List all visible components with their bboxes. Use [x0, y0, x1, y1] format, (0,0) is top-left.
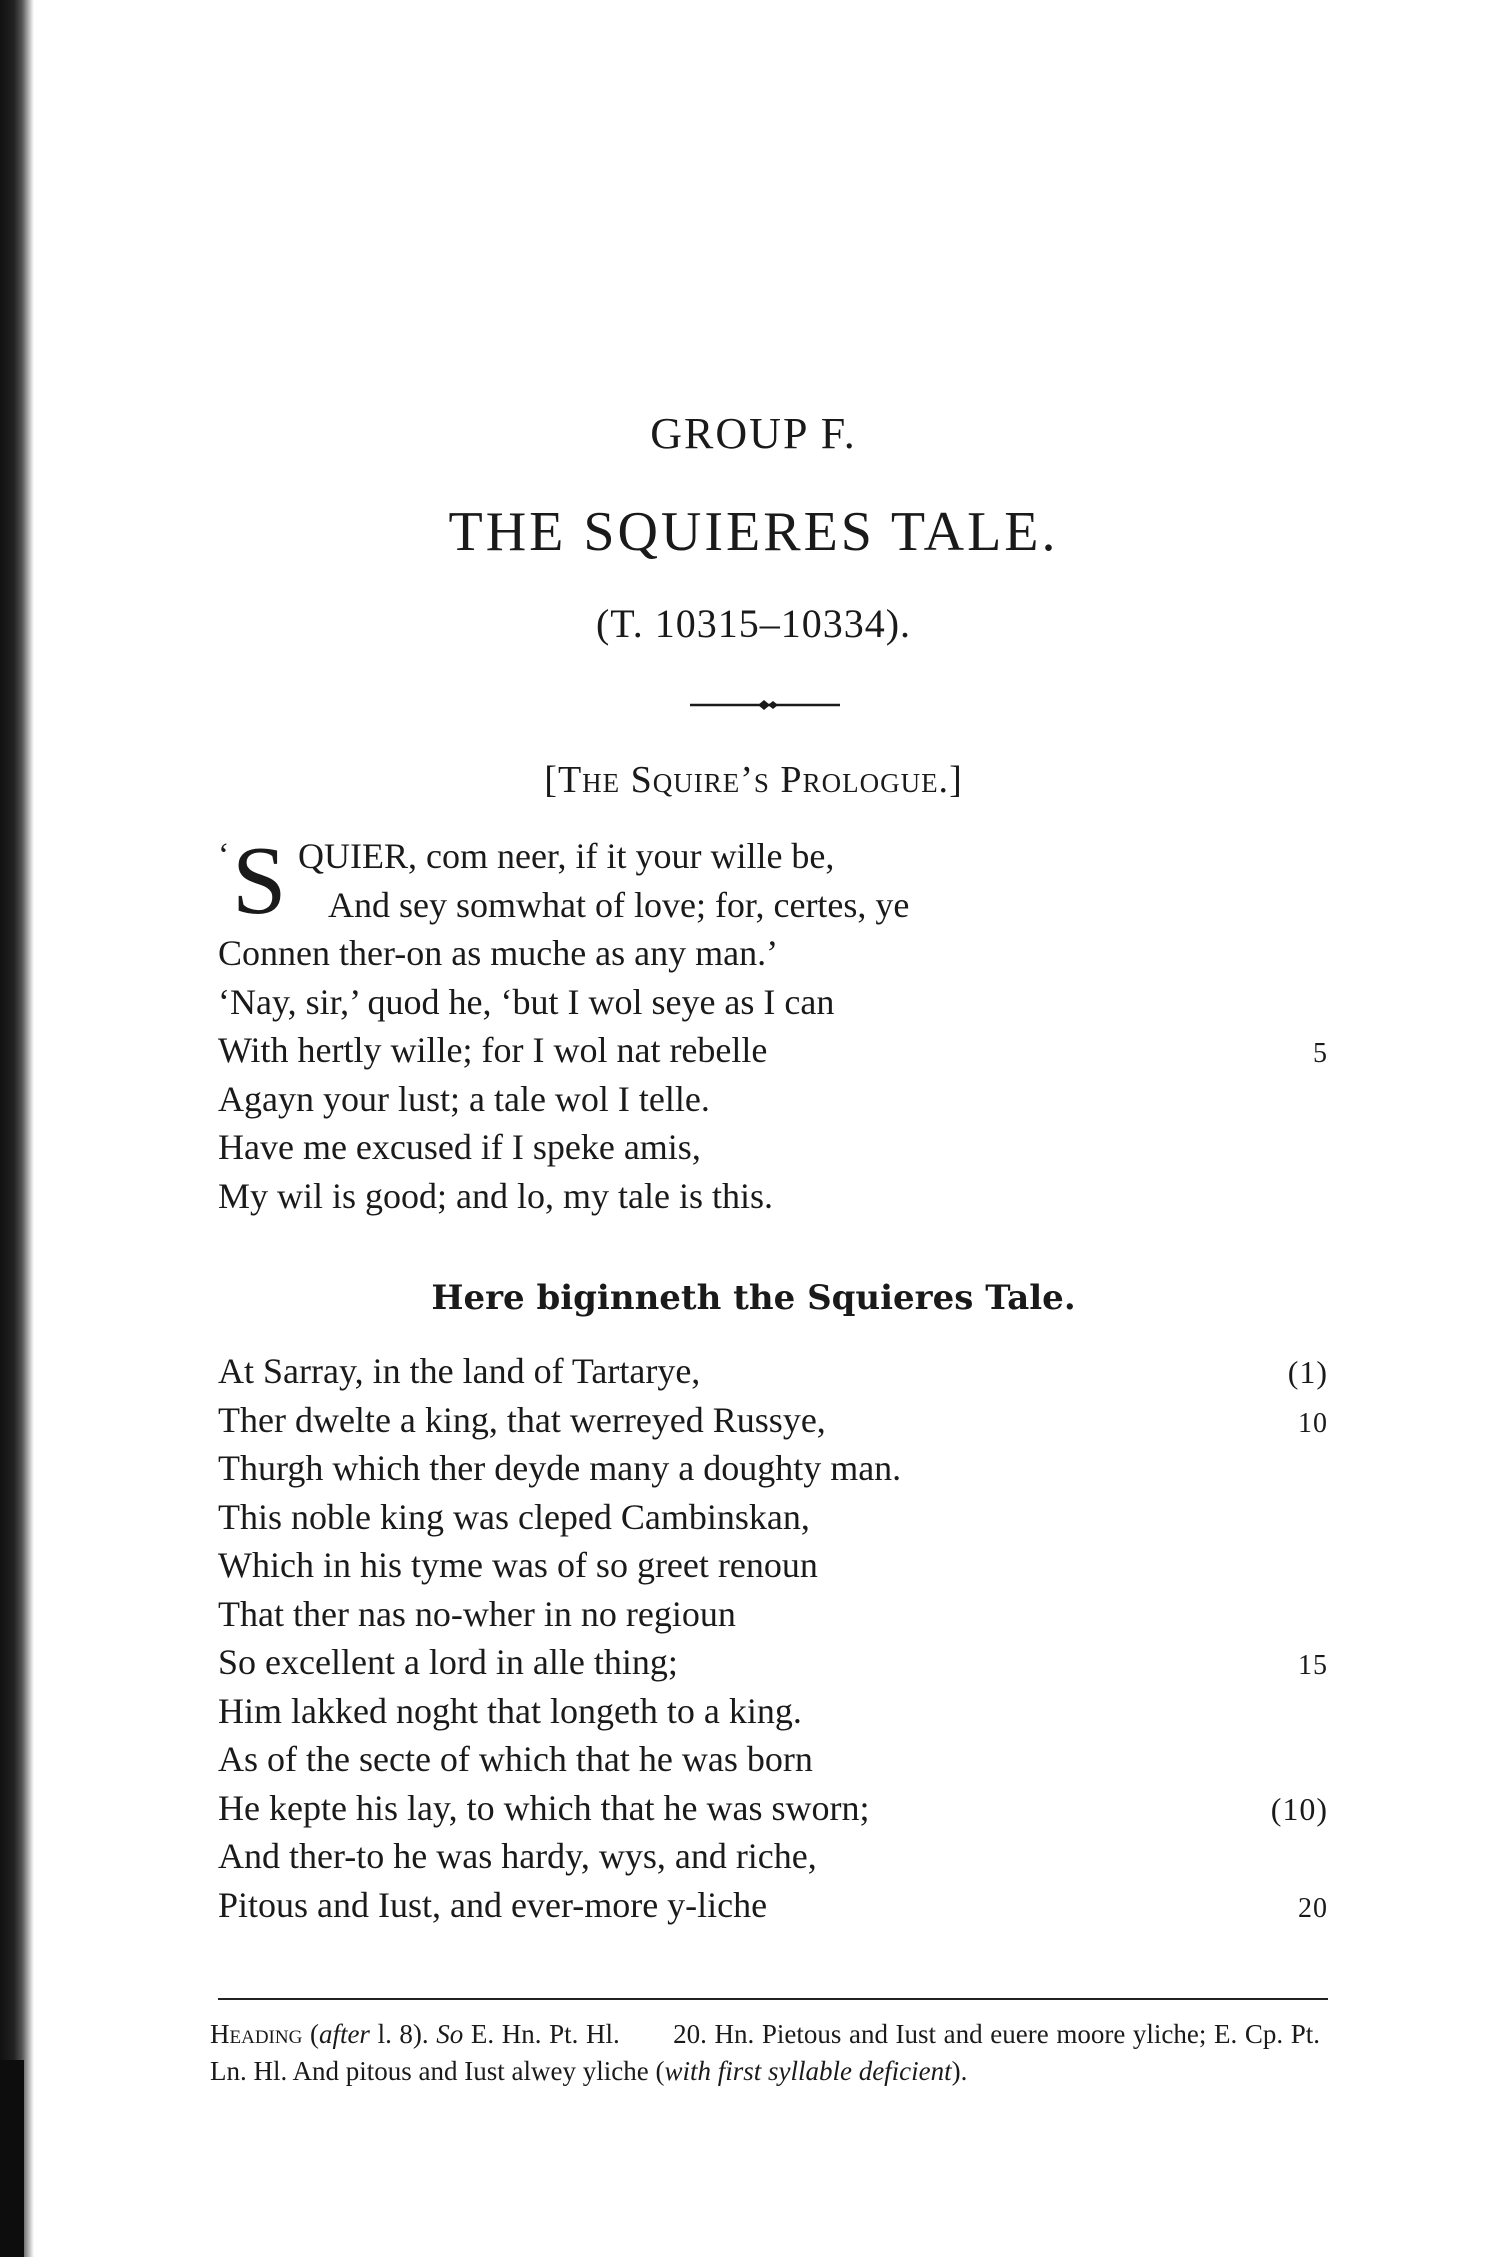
footnote-heading-label: Heading [210, 2019, 303, 2049]
prologue-verse [218, 827, 1328, 1220]
footnote-so: So [436, 2019, 464, 2049]
prologue-line-text: Connen ther-on as muche as any man.’ [218, 933, 779, 973]
prologue-line [218, 1172, 1328, 1221]
footnote-so-mss: E. Hn. Pt. Hl. [470, 2019, 620, 2049]
prologue-heading [0, 758, 1507, 802]
tale-line-text: And ther-to he was hardy, wys, and riche, [218, 1836, 817, 1876]
prologue-line-text: QUIER, com neer, if it your wille be, [298, 836, 835, 876]
tale-line [218, 1444, 1328, 1493]
prologue-line [218, 1075, 1328, 1124]
tale-line [218, 1541, 1328, 1590]
ornamental-rule [690, 698, 840, 712]
scanned-page-edge [0, 0, 34, 2257]
tale-line-text: So excellent a lord in alle thing; [218, 1642, 678, 1682]
tale-line-text: As of the secte of which that he was born [218, 1739, 813, 1779]
tale-line-text: At Sarray, in the land of Tartarye, [218, 1351, 701, 1391]
tale-line-text: Which in his tyme was of so greet renoun [218, 1545, 818, 1585]
tale-line-number: 10 [1298, 1407, 1328, 1439]
scanned-page-edge-lower [0, 2060, 24, 2257]
tale-line-text: He kepte his lay, to which that he was sworn; [218, 1787, 870, 1828]
footnote-after: after [318, 2019, 370, 2049]
tale-line [218, 1590, 1328, 1639]
prologue-line [218, 1026, 1328, 1075]
opening-quote: ‘ [218, 837, 230, 874]
tale-line-text: Ther dwelte a king, that werreyed Russye, [218, 1399, 826, 1440]
tale-title: THE SQUIERES TALE. [448, 501, 1059, 563]
tale-line-text: Thurgh which ther deyde many a doughty man. [218, 1448, 902, 1488]
tale-line-text: Pitous and Iust, and ever-more y-liche [218, 1884, 768, 1925]
footnote-rule [218, 1998, 1328, 2000]
tale-line [218, 1396, 1328, 1445]
group-heading: GROUP F. [650, 409, 857, 458]
tale-line-text: This noble king was cleped Cambinskan, [218, 1496, 810, 1537]
prologue-bracket-close: ] [949, 759, 963, 801]
footnote-after-ref: l. 8). [377, 2019, 429, 2049]
tale-line-number: 20 [1298, 1892, 1328, 1924]
prologue-line [218, 881, 1328, 930]
tale-line [218, 1784, 1328, 1833]
tale-line-number: (1) [1287, 1354, 1328, 1390]
tale-line [218, 1735, 1328, 1784]
tale-line [218, 1493, 1328, 1542]
tyrwhitt-reference: (T. 10315–10334). [595, 601, 912, 646]
prologue-line [218, 929, 1328, 978]
tale-line [218, 1347, 1328, 1396]
prologue-line-text: With hertly wille; for I wol nat rebelle [218, 1030, 768, 1070]
tale-line-number: 15 [1298, 1650, 1328, 1681]
prologue-line-text: Have me excused if I speke amis, [218, 1127, 701, 1167]
tale-line-number: (10) [1270, 1790, 1328, 1827]
footnote-comment: with first syllable deficient [664, 2056, 952, 2086]
prologue-line-text: ‘Nay, sir,’ quod he, ‘but I wol seye as I can [218, 981, 835, 1022]
tale-line [218, 1638, 1328, 1687]
tale-verse [218, 1347, 1328, 1929]
tale-line-text: That ther nas no-wher in no regioun [218, 1593, 736, 1634]
prologue-line-text: And sey somwhat of love; for, certes, ye [328, 884, 910, 925]
tale-line [218, 1832, 1328, 1881]
prologue-bracket-open: [ [544, 759, 558, 801]
footnote-line-number: 20. [673, 2019, 707, 2049]
prologue-line [218, 978, 1328, 1027]
tale-heading: Here biginneth the Squieres Tale. [431, 1278, 1076, 1318]
prologue-line [218, 1123, 1328, 1172]
footnotes: Heading (after l. 8). So E. Hn. Pt. Hl. 20. Hn. Pietous and Iust and euere moore yliche; E. Cp. Pt. Ln. Hl. And pitous and Iust alwey yliche (with first syllable deficient). [210, 2019, 1321, 2086]
prologue-line-text: My wil is good; and lo, my tale is this. [218, 1175, 773, 1216]
footnote-variant-text: Hn. Pietous and Iust and euere moore yliche; E. Cp. Pt. Ln. Hl. And pitous and Iust alwey yliche [210, 2019, 1321, 2086]
prologue-heading-text: The Squire’s Prologue. [557, 759, 950, 801]
tale-line-text: Him lakked noght that longeth to a king. [218, 1690, 802, 1731]
tale-line [218, 1881, 1328, 1930]
tale-line [218, 1687, 1328, 1736]
prologue-line-number: 5 [1313, 1038, 1328, 1069]
drop-cap: S [232, 827, 287, 935]
prologue-line-text: Agayn your lust; a tale wol I telle. [218, 1078, 710, 1119]
